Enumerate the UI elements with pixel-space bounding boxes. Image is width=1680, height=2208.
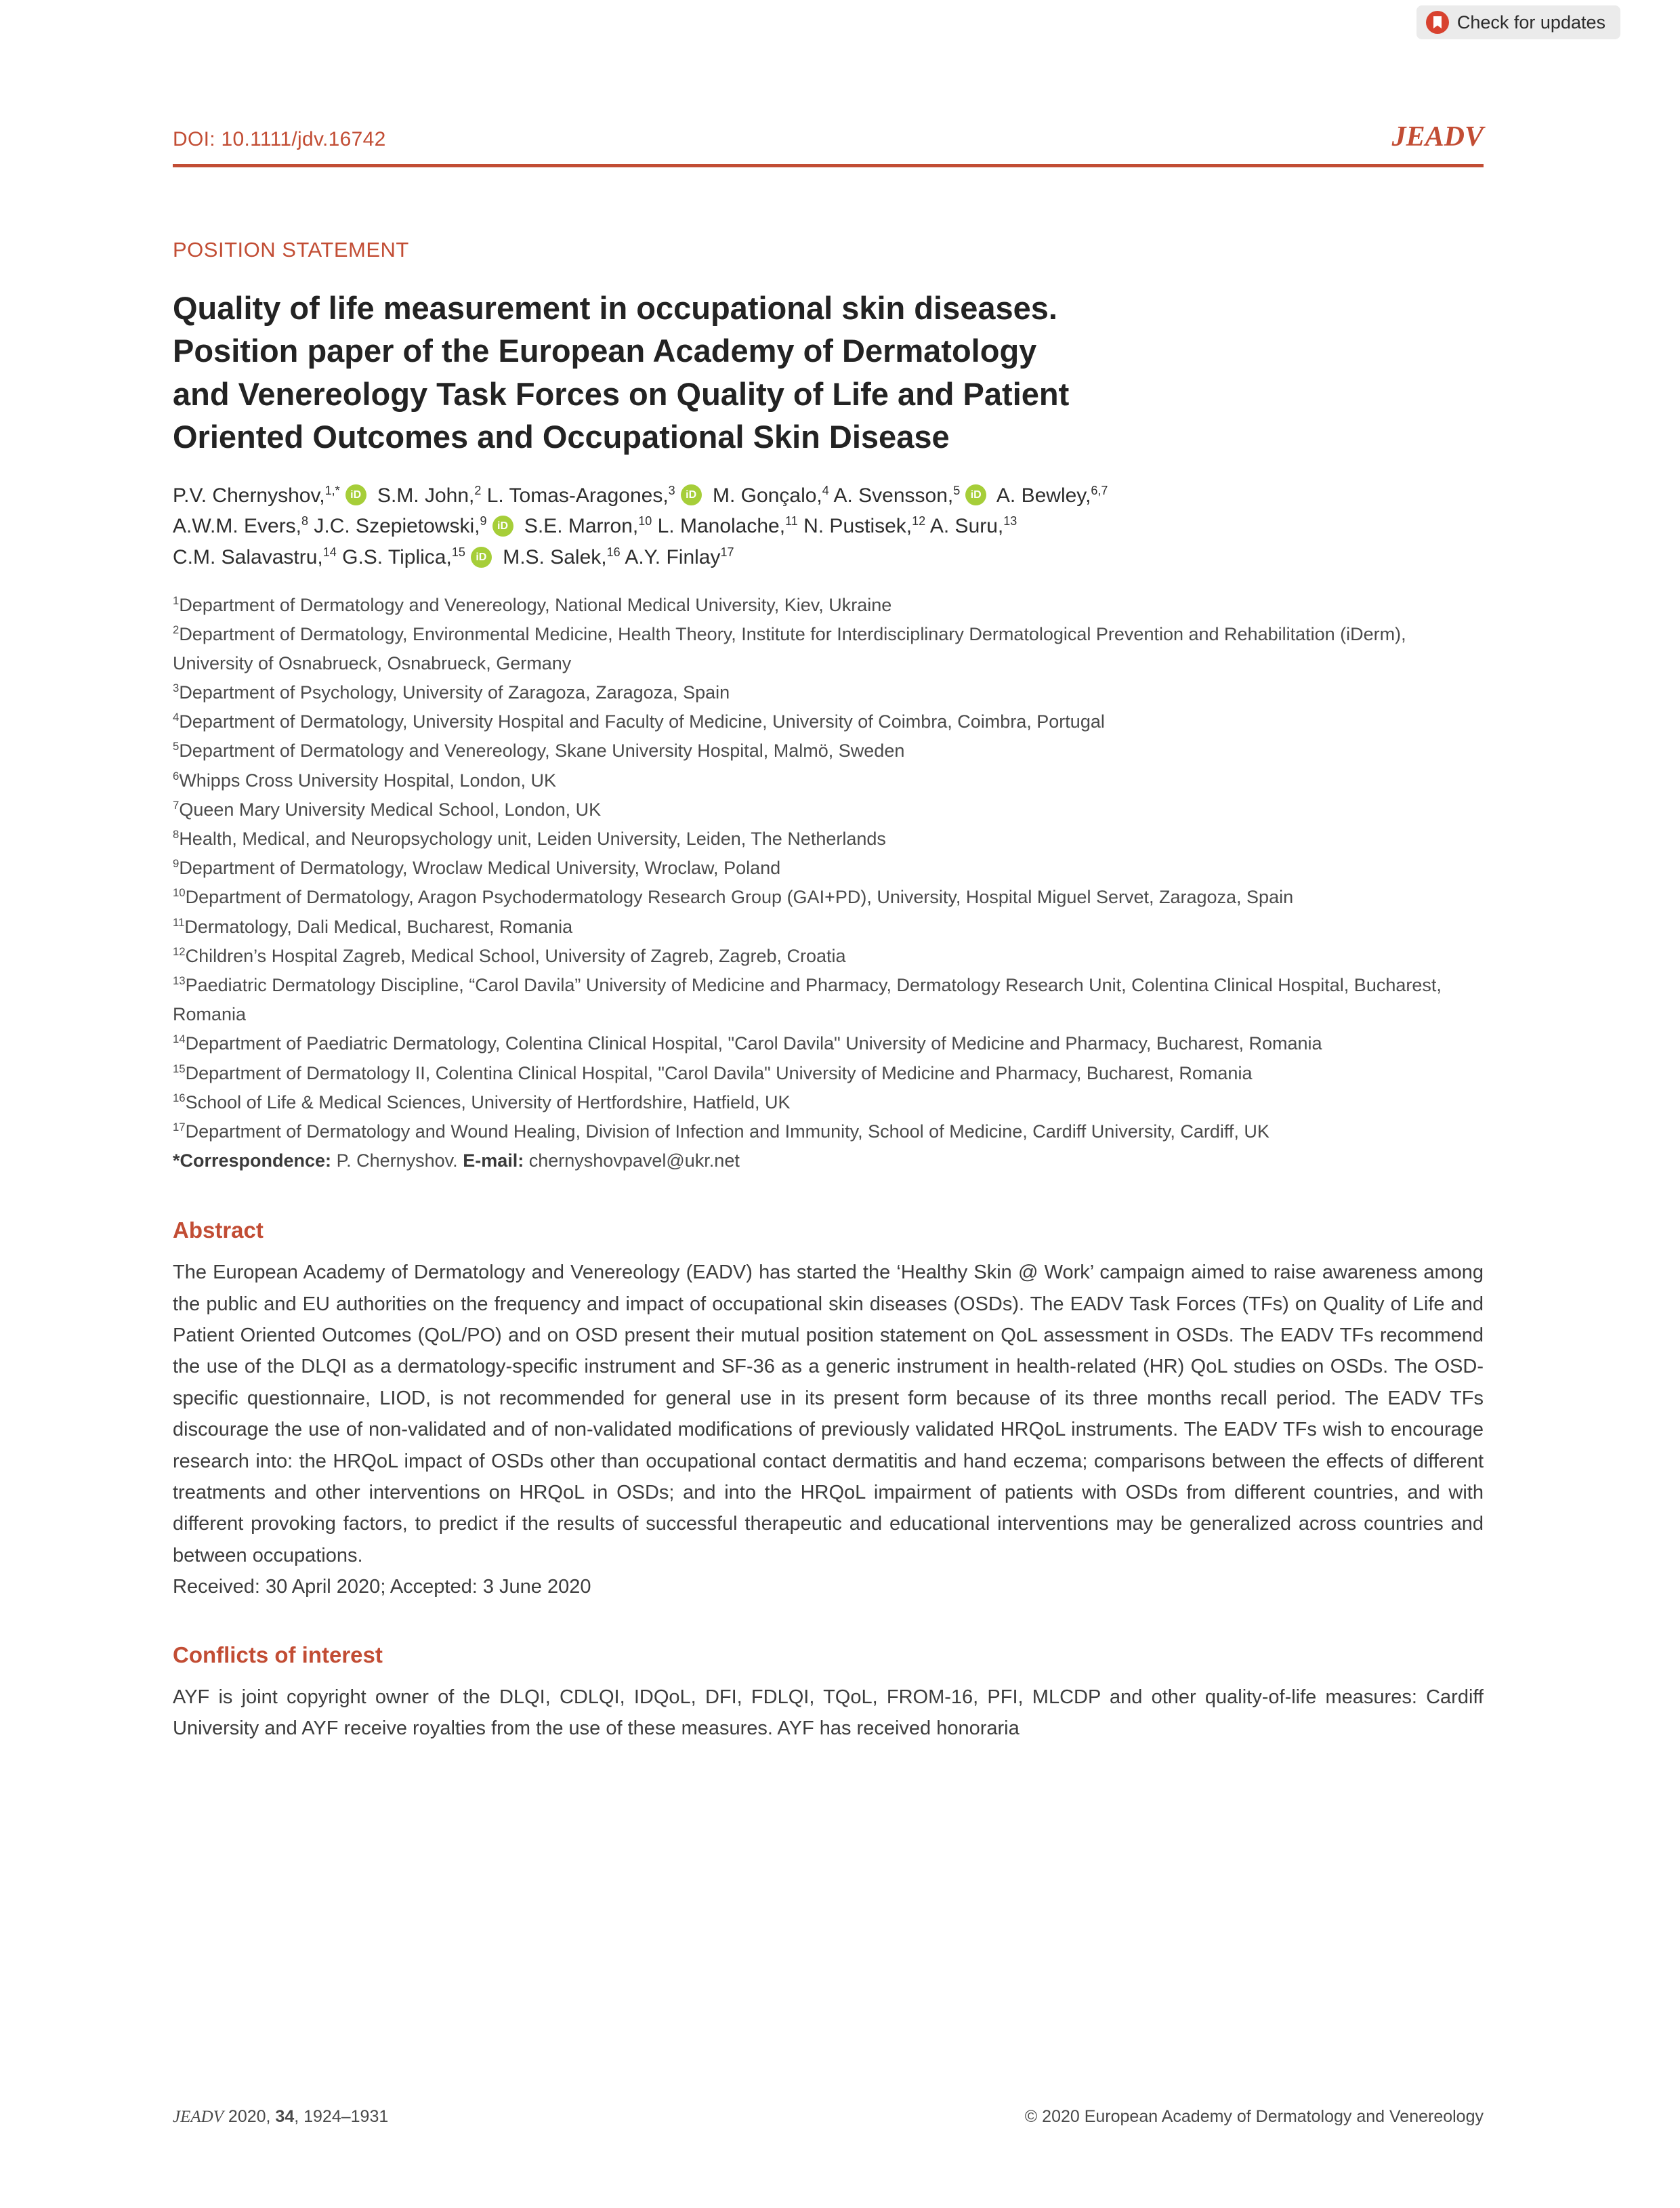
email-link[interactable]: chernyshovpavel@ukr.net — [528, 1150, 740, 1171]
affiliation: $^5$Department of Dermatology and Venereology, Skane University Hospital, Malmö, Sweden — [173, 740, 905, 762]
orcid-icon[interactable]: iD — [492, 516, 513, 537]
doi-label: DOI: — [173, 128, 215, 150]
author-line — [173, 511, 1484, 542]
page-header — [173, 121, 1484, 153]
affiliation: $^7$Queen Mary University Medical School, London, UK — [173, 798, 602, 820]
author-name: A. Svensson,$^5$ — [833, 483, 961, 507]
author-name: A. Bewley,$^{6,7}$ — [996, 483, 1108, 507]
check-for-updates-label: Check for updates — [1456, 12, 1605, 33]
author-line — [173, 542, 1484, 573]
correspondence — [173, 1146, 1484, 1175]
affiliation: $^6$Whipps Cross University Hospital, London, UK — [173, 769, 557, 791]
affiliation: $^4$Department of Dermatology, University Hospital and Faculty of Medicine, University of Coimbra, Coimbra, Portugal — [173, 711, 1105, 732]
correspondence-name: P. Chernyshov. — [336, 1150, 458, 1171]
affiliation: $^8$Health, Medical, and Neuropsychology unit, Leiden University, Leiden, The Netherlands — [173, 828, 886, 850]
affiliation: $^{15}$Department of Dermatology II, Colentina Clinical Hospital, "Carol Davila" University of Medicine and Pharmacy, Bucharest, Romania — [173, 1062, 1253, 1083]
affiliation: $^{11}$Dermatology, Dali Medical, Bucharest, Romania — [173, 915, 573, 937]
affiliation: $^1$Department of Dermatology and Venereology, National Medical University, Kiev, Ukraine — [173, 593, 892, 615]
conflicts-heading: Conflicts of interest — [173, 1642, 383, 1667]
author-name: P.V. Chernyshov,$^{1,*}$ — [173, 483, 340, 507]
received-accepted: Received: 30 April 2020; Accepted: 3 June 2020 — [173, 1576, 591, 1598]
affiliation: $^9$Department of Dermatology, Wroclaw Medical University, Wroclaw, Poland — [173, 857, 781, 879]
citation — [173, 2107, 388, 2127]
author-name: S.E. Marron,$^{10}$ — [524, 514, 652, 538]
footer-year: 2020, — [223, 2107, 276, 2126]
footer-journal: JEADV — [173, 2108, 224, 2126]
author-name: N. Pustisek,$^{12}$ — [803, 514, 926, 538]
author-name: J.C. Szepietowski,$^9$ — [314, 514, 487, 538]
article-title: Quality of life measurement in occupational skin diseases. Position paper of the European Academy of Dermatology and Venereology Task Forces on Quality of Life and Patient Oriented Outcomes and Occupational Skin Disease — [173, 290, 1070, 455]
check-for-updates-badge[interactable] — [1416, 5, 1620, 39]
author-name: A.W.M. Evers,$^8$ — [173, 514, 309, 538]
author-name: M.S. Salek,$^{16}$ — [503, 545, 621, 568]
affiliation: $^2$Department of Dermatology, Environmental Medicine, Health Theory, Institute for Interdisciplinary Dermatological Prevention and Rehabilitation (iDerm), University of Osnabrueck, Osnabrueck, Germany — [173, 623, 1406, 673]
journal-logo: JEADV — [1391, 121, 1484, 152]
affiliation: $^{12}$Children’s Hospital Zagreb, Medical School, University of Zagreb, Zagreb, Croatia — [173, 944, 846, 966]
abstract-heading: Abstract — [173, 1217, 264, 1243]
email-label: E-mail: — [463, 1150, 524, 1171]
section-label: POSITION STATEMENT — [173, 238, 409, 262]
affiliation: $^3$Department of Psychology, University of Zaragoza, Zaragoza, Spain — [173, 682, 730, 703]
conflicts-text: AYF is joint copyright owner of the DLQI, CDLQI, IDQoL, DFI, FDLQI, TQoL, FROM-16, PFI, MLCDP and other quality-of-life measures: Cardiff University and AYF receive royalties from the use of these measures. AYF has received honoraria — [173, 1686, 1484, 1739]
correspondence-label: *Correspondence: — [173, 1150, 332, 1171]
copyright: © 2020 European Academy of Dermatology and Venereology — [1024, 2107, 1484, 2126]
author-name: M. Gonçalo,$^4$ — [713, 483, 829, 507]
crossmark-icon — [1426, 11, 1449, 34]
orcid-icon[interactable]: iD — [471, 547, 492, 568]
author-name: C.M. Salavastru,$^{14}$ — [173, 545, 337, 568]
affiliation: $^{16}$School of Life & Medical Sciences, University of Hertfordshire, Hatfield, UK — [173, 1091, 791, 1112]
author-list — [173, 480, 1484, 573]
affiliation-list — [173, 591, 1484, 1147]
affiliation: $^{14}$Department of Paediatric Dermatology, Colentina Clinical Hospital, "Carol Davila" University of Medicine and Pharmacy, Bucharest, Romania — [173, 1033, 1322, 1054]
footer-pages: , 1924–1931 — [294, 2107, 389, 2126]
author-name: S.M. John,$^2$ — [377, 483, 482, 507]
page-footer — [173, 2107, 1484, 2127]
author-name: A. Suru,$^{13}$ — [929, 514, 1017, 538]
doi-value: 10.1111/jdv.16742 — [221, 128, 386, 150]
orcid-icon[interactable]: iD — [681, 484, 702, 505]
abstract-text: The European Academy of Dermatology and Venereology (EADV) has started the ‘Healthy Skin @ Work’ campaign aimed to raise awareness among the public and EU authorities on the frequency and impact of occupational skin diseases (OSDs). The EADV Task Forces (TFs) on Quality of Life and Patient Oriented Outcomes (QoL/PO) and on OSD present their mutual position statement on QoL assessment in OSDs. The EADV TFs recommend the use of the DLQI as a dermatology-specific instrument and SF-36 as a generic instrument in health-related (HR) QoL studies on OSDs. The OSD-specific questionnaire, LIOD, is not recommended for general use in its present form because of its three months recall period. The EADV TFs discourage the use of non-validated and of non-validated modifications of previously validated HRQoL instruments. The EADV TFs wish to encourage research into: the HRQoL impact of OSDs other than occupational contact dermatitis and hand eczema; comparisons between the effects of different treatments and other interventions on HRQoL in OSDs; and into the HRQoL impairment of patients with OSDs from different countries, and with different provoking factors, to predict if the results of successful therapeutic and educational interventions may be generalized across countries and between occupations. — [173, 1262, 1484, 1566]
author-name: L. Manolache,$^{11}$ — [657, 514, 798, 538]
affiliation: $^{17}$Department of Dermatology and Wound Healing, Division of Infection and Immunity, School of Medicine, Cardiff University, Cardiff, UK — [173, 1120, 1269, 1142]
header-rule — [173, 164, 1484, 167]
doi-link[interactable] — [173, 128, 386, 151]
affiliation: $^{13}$Paediatric Dermatology Discipline, “Carol Davila” University of Medicine and Pharmacy, Dermatology Research Unit, Colentina Clinical Hospital, Bucharest, Romania — [173, 974, 1442, 1025]
author-name: G.S. Tiplica,$^{15}$ — [342, 545, 465, 568]
orcid-icon[interactable]: iD — [345, 484, 366, 505]
author-line — [173, 480, 1484, 512]
author-name: L. Tomas-Aragones,$^3$ — [486, 483, 675, 507]
affiliation: $^{10}$Department of Dermatology, Aragon Psychodermatology Research Group (GAI+PD), University, Hospital Miguel Servet, Zaragoza, Spain — [173, 886, 1294, 908]
author-name: A.Y. Finlay$^{17}$ — [625, 545, 734, 568]
orcid-icon[interactable]: iD — [965, 484, 986, 505]
footer-volume: 34 — [275, 2107, 295, 2126]
